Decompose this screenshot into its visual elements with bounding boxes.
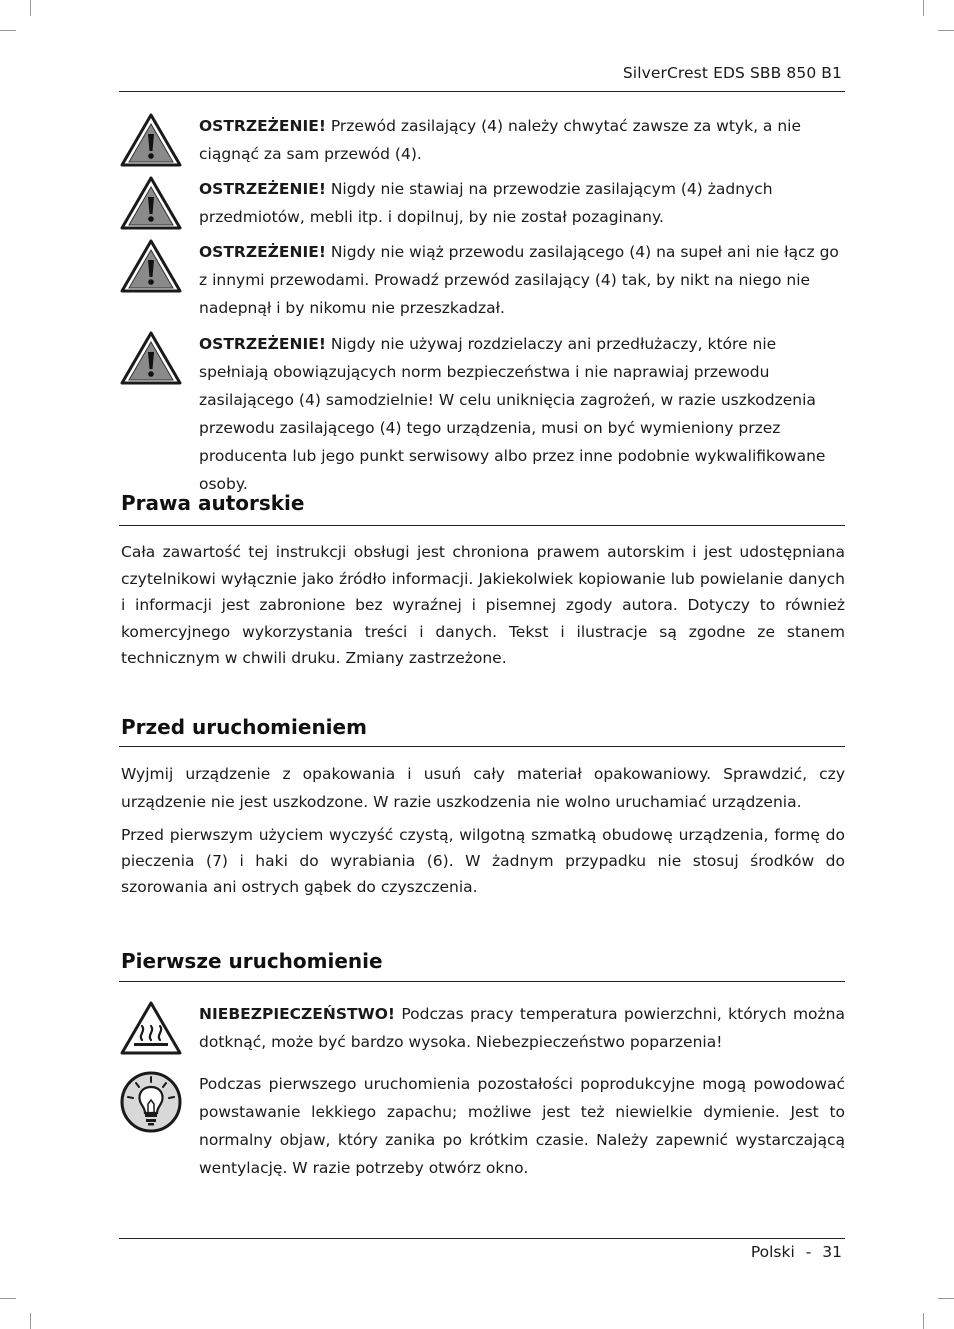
- crop-mark: [0, 30, 16, 31]
- warning-triangle-icon: [119, 175, 183, 231]
- tip-text: Podczas pierwszego uruchomienia pozostałości poprodukcyjne mogą powodować powstawanie lekkiego zapachu; możliwe jest też niewielkie dymienie. Jest to normalny objaw, który zanika po krótkim czasie. Należy zapewnić wystarczającą wentylację. W razie potrzeby otwórz okno.: [199, 1075, 845, 1177]
- footer-language: Polski: [750, 1243, 795, 1261]
- document-header-title: SilverCrest EDS SBB 850 B1: [622, 64, 842, 82]
- warning-text: [199, 238, 845, 322]
- footer-separator: -: [805, 1243, 812, 1261]
- warning-block: [119, 175, 845, 231]
- section-rule: [119, 525, 845, 526]
- warning-text: [199, 330, 845, 498]
- crop-mark: [923, 0, 924, 16]
- danger-label: NIEBEZPIECZEŃSTWO!: [199, 1005, 395, 1023]
- crop-mark: [938, 1298, 954, 1299]
- warning-block: [119, 238, 845, 322]
- warning-label: OSTRZEŻENIE!: [199, 117, 326, 135]
- header-rule: [119, 91, 845, 92]
- crop-mark: [30, 1313, 31, 1329]
- paragraph-copyright: Cała zawartość tej instrukcji obsługi jest chroniona prawem autorskim i jest udostępniana czytelnikowi wyłącznie jako źródło informacji. Jakiekolwiek kopiowanie lub powielanie danych i informacji jest zabronione bez wyraźnej i pisemnej zgody autora. Dotyczy to również komercyjnego wykorzystania treści i danych. Tekst i ilustracje są zgodne ze stanem technicznym w chwili druku. Zmiany zastrzeżone.: [121, 543, 845, 668]
- danger-block: [119, 1000, 845, 1056]
- section-heading-before-start: Przed uruchomieniem: [121, 715, 367, 739]
- paragraph-unpack: Wyjmij urządzenie z opakowania i usuń cały materiał opakowaniowy. Sprawdzić, czy urządzenie nie jest uszkodzone. W razie uszkodzenia nie wolno uruchamiać urządzenia.: [121, 765, 845, 811]
- section-rule: [119, 981, 845, 982]
- danger-message: Podczas pracy temperatura powierzchni, których można dotknąć, może być bardzo wysoka. Niebezpieczeństwo poparzenia!: [199, 1005, 845, 1051]
- crop-mark: [923, 1313, 924, 1329]
- warning-triangle-icon: [119, 112, 183, 168]
- lightbulb-tip-icon: [119, 1070, 183, 1134]
- crop-mark: [30, 0, 31, 16]
- warning-label: OSTRZEŻENIE!: [199, 180, 326, 198]
- tip-block: [119, 1070, 845, 1182]
- warning-label: OSTRZEŻENIE!: [199, 335, 326, 353]
- warning-message: Nigdy nie wiąż przewodu zasilającego (4) na supeł ani nie łącz go z innymi przewodami. Prowadź przewód zasilający (4) tak, by nikt na niego nie nadepnął i by nikomu nie przeszkadzał.: [199, 243, 839, 317]
- warning-block: [119, 330, 845, 493]
- crop-mark: [938, 30, 954, 31]
- warning-triangle-icon: [119, 238, 183, 294]
- warning-message: Nigdy nie używaj rozdzielaczy ani przedłużaczy, które nie spełniają obowiązujących norm bezpieczeństwa i nie naprawiaj przewodu zasilającego (4) samodzielnie! W celu uniknięcia zagrożeń, w razie uszkodzenia przewodu zasilającego (4) tego urządzenia, musi on być wymieniony przez producenta lub jego punkt serwisowy albo przez inne podobnie wykwalifikowane osoby.: [199, 335, 826, 493]
- section-heading-copyright: Prawa autorskie: [121, 491, 305, 515]
- warning-text: [199, 112, 845, 168]
- hot-surface-warning-icon: [119, 1000, 183, 1056]
- danger-text: [199, 1000, 845, 1056]
- warning-message: Nigdy nie stawiaj na przewodzie zasilającym (4) żadnych przedmiotów, mebli itp. i dopilnuj, by nie został pozaginany.: [199, 180, 773, 226]
- paragraph-cleaning: Przed pierwszym użyciem wyczyść czystą, wilgotną szmatką obudowę urządzenia, formę do pieczenia (7) i haki do wyrabiania (6). W żadnym przypadku nie stosuj środków do szorowania ani ostrych gąbek do czyszczenia.: [121, 826, 845, 896]
- section-heading-first-start: Pierwsze uruchomienie: [121, 949, 383, 973]
- warning-text: [199, 175, 845, 231]
- page-footer: [751, 1243, 842, 1261]
- warning-message: Przewód zasilający (4) należy chwytać zawsze za wtyk, a nie ciągnąć za sam przewód (4).: [199, 117, 802, 163]
- page-number: 31: [822, 1243, 842, 1261]
- warning-block: [119, 112, 845, 168]
- warning-triangle-icon: [119, 330, 183, 386]
- section-rule: [119, 746, 845, 747]
- crop-mark: [0, 1298, 16, 1299]
- warning-label: OSTRZEŻENIE!: [199, 243, 326, 261]
- footer-rule: [119, 1238, 845, 1239]
